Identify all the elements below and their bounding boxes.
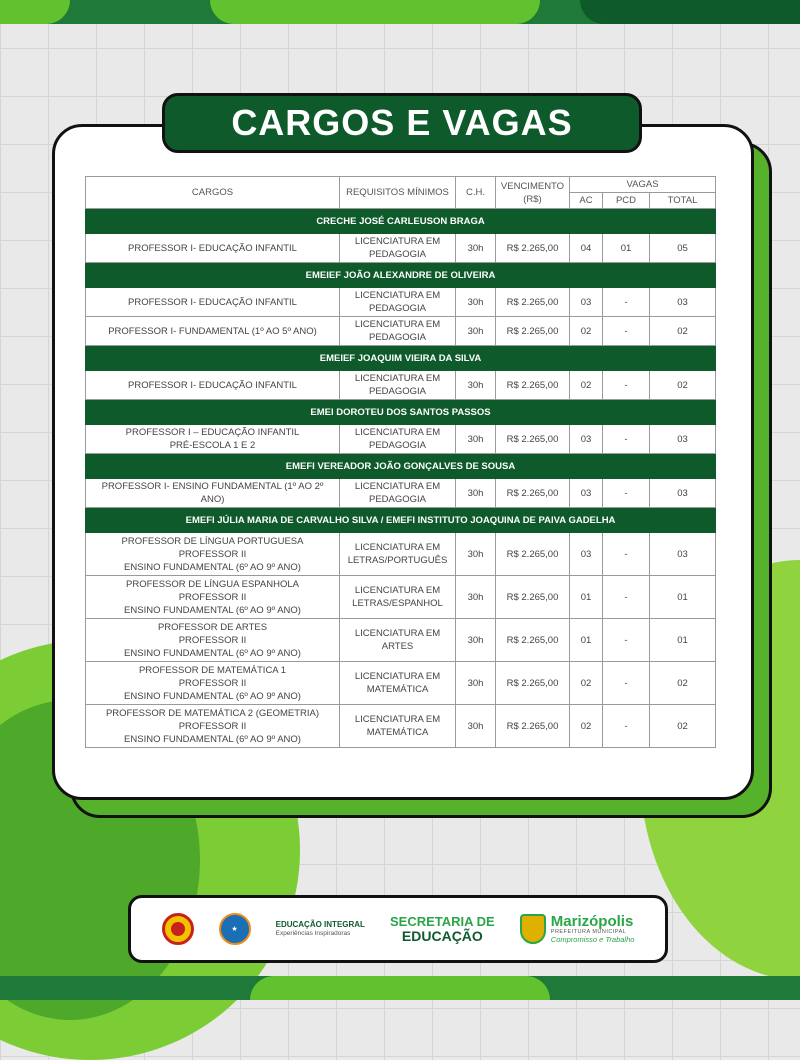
cell-requisitos: LICENCIATURA EM PEDAGOGIA bbox=[340, 234, 456, 263]
cell-ch: 30h bbox=[456, 234, 496, 263]
school-name: EMEIEF JOÃO ALEXANDRE DE OLIVEIRA bbox=[86, 263, 716, 288]
cell-ac: 03 bbox=[570, 425, 603, 454]
cell-pcd: - bbox=[603, 479, 650, 508]
cell-vencimento: R$ 2.265,00 bbox=[496, 576, 570, 619]
cell-vencimento: R$ 2.265,00 bbox=[496, 317, 570, 346]
cell-ch: 30h bbox=[456, 662, 496, 705]
school-row bbox=[86, 508, 716, 533]
table-row bbox=[86, 234, 716, 263]
header-ac: AC bbox=[570, 193, 603, 209]
cell-requisitos: LICENCIATURA EM PEDAGOGIA bbox=[340, 479, 456, 508]
edu-title: EDUCAÇÃO INTEGRAL bbox=[275, 920, 365, 929]
cell-vencimento: R$ 2.265,00 bbox=[496, 662, 570, 705]
cell-pcd: - bbox=[603, 576, 650, 619]
crest-icon bbox=[520, 914, 546, 944]
municipal-seal-icon bbox=[162, 913, 194, 945]
school-row bbox=[86, 400, 716, 425]
positions-table bbox=[85, 176, 716, 748]
table-row bbox=[86, 662, 716, 705]
cell-ac: 02 bbox=[570, 317, 603, 346]
table-row bbox=[86, 619, 716, 662]
cell-requisitos: LICENCIATURA EM MATEMÁTICA bbox=[340, 705, 456, 748]
school-row bbox=[86, 209, 716, 234]
cell-requisitos: LICENCIATURA EM LETRAS/PORTUGUÊS bbox=[340, 533, 456, 576]
cell-cargo: PROFESSOR DE LÍNGUA ESPANHOLA PROFESSOR II ENSINO FUNDAMENTAL (6º AO 9º ANO) bbox=[86, 576, 340, 619]
cell-cargo: PROFESSOR I – EDUCAÇÃO INFANTIL PRÉ-ESCOLA 1 E 2 bbox=[86, 425, 340, 454]
footer-logos bbox=[128, 895, 668, 963]
table-row bbox=[86, 533, 716, 576]
header-vencimento: VENCIMENTO (R$) bbox=[496, 177, 570, 209]
cell-cargo: PROFESSOR DE LÍNGUA PORTUGUESA PROFESSOR II ENSINO FUNDAMENTAL (6º AO 9º ANO) bbox=[86, 533, 340, 576]
cell-vencimento: R$ 2.265,00 bbox=[496, 425, 570, 454]
municipality-name: Marizópolis bbox=[550, 913, 634, 930]
school-name: EMEI DOROTEU DOS SANTOS PASSOS bbox=[86, 400, 716, 425]
cell-total: 03 bbox=[650, 425, 716, 454]
table-row bbox=[86, 317, 716, 346]
secretaria-logo bbox=[390, 914, 495, 944]
educacao-integral-logo bbox=[276, 920, 365, 938]
cell-pcd: - bbox=[603, 619, 650, 662]
cell-requisitos: LICENCIATURA EM ARTES bbox=[340, 619, 456, 662]
prefeitura-logo bbox=[520, 914, 635, 944]
cell-ac: 03 bbox=[570, 288, 603, 317]
cell-requisitos: LICENCIATURA EM PEDAGOGIA bbox=[340, 371, 456, 400]
school-name: EMEIEF JOAQUIM VIEIRA DA SILVA bbox=[86, 346, 716, 371]
top-decor-accent bbox=[210, 0, 540, 24]
table-row bbox=[86, 705, 716, 748]
secretaria-line2: EDUCAÇÃO bbox=[401, 928, 483, 944]
cell-requisitos: LICENCIATURA EM MATEMÁTICA bbox=[340, 662, 456, 705]
cell-cargo: PROFESSOR I- FUNDAMENTAL (1º AO 5º ANO) bbox=[86, 317, 340, 346]
cell-ac: 03 bbox=[570, 533, 603, 576]
school-name: EMEFI JÚLIA MARIA DE CARVALHO SILVA / EMEFI INSTITUTO JOAQUINA DE PAIVA GADELHA bbox=[86, 508, 716, 533]
header-requisitos: REQUISITOS MÍNIMOS bbox=[340, 177, 456, 209]
cell-cargo: PROFESSOR I- ENSINO FUNDAMENTAL (1º AO 2º ANO) bbox=[86, 479, 340, 508]
header-vagas: VAGAS bbox=[570, 177, 716, 193]
cell-total: 02 bbox=[650, 371, 716, 400]
school-row bbox=[86, 346, 716, 371]
cell-ac: 04 bbox=[570, 234, 603, 263]
cell-total: 01 bbox=[650, 619, 716, 662]
cell-requisitos: LICENCIATURA EM LETRAS/ESPANHOL bbox=[340, 576, 456, 619]
school-row bbox=[86, 454, 716, 479]
cell-vencimento: R$ 2.265,00 bbox=[496, 371, 570, 400]
cell-pcd: - bbox=[603, 662, 650, 705]
cell-ch: 30h bbox=[456, 576, 496, 619]
cell-vencimento: R$ 2.265,00 bbox=[496, 479, 570, 508]
school-row bbox=[86, 263, 716, 288]
cell-cargo: PROFESSOR DE MATEMÁTICA 1 PROFESSOR II ENSINO FUNDAMENTAL (6º AO 9º ANO) bbox=[86, 662, 340, 705]
cell-ch: 30h bbox=[456, 619, 496, 662]
table-row bbox=[86, 371, 716, 400]
cell-cargo: PROFESSOR DE ARTES PROFESSOR II ENSINO FUNDAMENTAL (6º AO 9º ANO) bbox=[86, 619, 340, 662]
cell-vencimento: R$ 2.265,00 bbox=[496, 533, 570, 576]
cell-total: 02 bbox=[650, 705, 716, 748]
cell-pcd: - bbox=[603, 317, 650, 346]
cell-ac: 02 bbox=[570, 662, 603, 705]
secretaria-line1: SECRETARIA DE bbox=[390, 914, 495, 929]
cell-ch: 30h bbox=[456, 479, 496, 508]
cell-ch: 30h bbox=[456, 425, 496, 454]
cell-pcd: - bbox=[603, 533, 650, 576]
cell-cargo: PROFESSOR I- EDUCAÇÃO INFANTIL bbox=[86, 288, 340, 317]
table-row bbox=[86, 479, 716, 508]
cell-vencimento: R$ 2.265,00 bbox=[496, 705, 570, 748]
cell-ch: 30h bbox=[456, 533, 496, 576]
program-badge-icon: ★ bbox=[219, 913, 251, 945]
cell-requisitos: LICENCIATURA EM PEDAGOGIA bbox=[340, 317, 456, 346]
header-total: TOTAL bbox=[650, 193, 716, 209]
cell-total: 03 bbox=[650, 288, 716, 317]
cell-total: 02 bbox=[650, 317, 716, 346]
cell-ac: 01 bbox=[570, 576, 603, 619]
cell-ch: 30h bbox=[456, 705, 496, 748]
cell-ac: 03 bbox=[570, 479, 603, 508]
page-title: CARGOS E VAGAS bbox=[162, 93, 642, 153]
municipality-slogan: Compromisso e Trabalho bbox=[550, 935, 635, 944]
cell-requisitos: LICENCIATURA EM PEDAGOGIA bbox=[340, 425, 456, 454]
header-ch: C.H. bbox=[456, 177, 496, 209]
cell-vencimento: R$ 2.265,00 bbox=[496, 288, 570, 317]
table-row bbox=[86, 425, 716, 454]
cell-total: 03 bbox=[650, 533, 716, 576]
edu-subtitle: Experiências Inspiradoras bbox=[275, 930, 351, 937]
cell-ac: 01 bbox=[570, 619, 603, 662]
top-decor-accent bbox=[580, 0, 800, 24]
cell-vencimento: R$ 2.265,00 bbox=[496, 234, 570, 263]
cell-ac: 02 bbox=[570, 371, 603, 400]
cell-vencimento: R$ 2.265,00 bbox=[496, 619, 570, 662]
cell-ch: 30h bbox=[456, 317, 496, 346]
cell-total: 01 bbox=[650, 576, 716, 619]
cell-pcd: - bbox=[603, 425, 650, 454]
header-pcd: PCD bbox=[603, 193, 650, 209]
cell-cargo: PROFESSOR I- EDUCAÇÃO INFANTIL bbox=[86, 371, 340, 400]
cell-total: 05 bbox=[650, 234, 716, 263]
school-name: EMEFI VEREADOR JOÃO GONÇALVES DE SOUSA bbox=[86, 454, 716, 479]
school-name: CRECHE JOSÉ CARLEUSON BRAGA bbox=[86, 209, 716, 234]
table-row bbox=[86, 288, 716, 317]
cell-ch: 30h bbox=[456, 288, 496, 317]
cell-ac: 02 bbox=[570, 705, 603, 748]
cell-total: 03 bbox=[650, 479, 716, 508]
header-cargos: CARGOS bbox=[86, 177, 340, 209]
cell-cargo: PROFESSOR DE MATEMÁTICA 2 (GEOMETRIA) PROFESSOR II ENSINO FUNDAMENTAL (6º AO 9º ANO) bbox=[86, 705, 340, 748]
cell-total: 02 bbox=[650, 662, 716, 705]
prefeitura-label: PREFEITURA MUNICIPAL bbox=[550, 929, 627, 935]
cell-pcd: - bbox=[603, 371, 650, 400]
cell-ch: 30h bbox=[456, 371, 496, 400]
bottom-decor-accent bbox=[250, 976, 550, 1000]
table-row bbox=[86, 576, 716, 619]
cell-pcd: - bbox=[603, 705, 650, 748]
cell-pcd: - bbox=[603, 288, 650, 317]
cell-pcd: 01 bbox=[603, 234, 650, 263]
cell-requisitos: LICENCIATURA EM PEDAGOGIA bbox=[340, 288, 456, 317]
cell-cargo: PROFESSOR I- EDUCAÇÃO INFANTIL bbox=[86, 234, 340, 263]
